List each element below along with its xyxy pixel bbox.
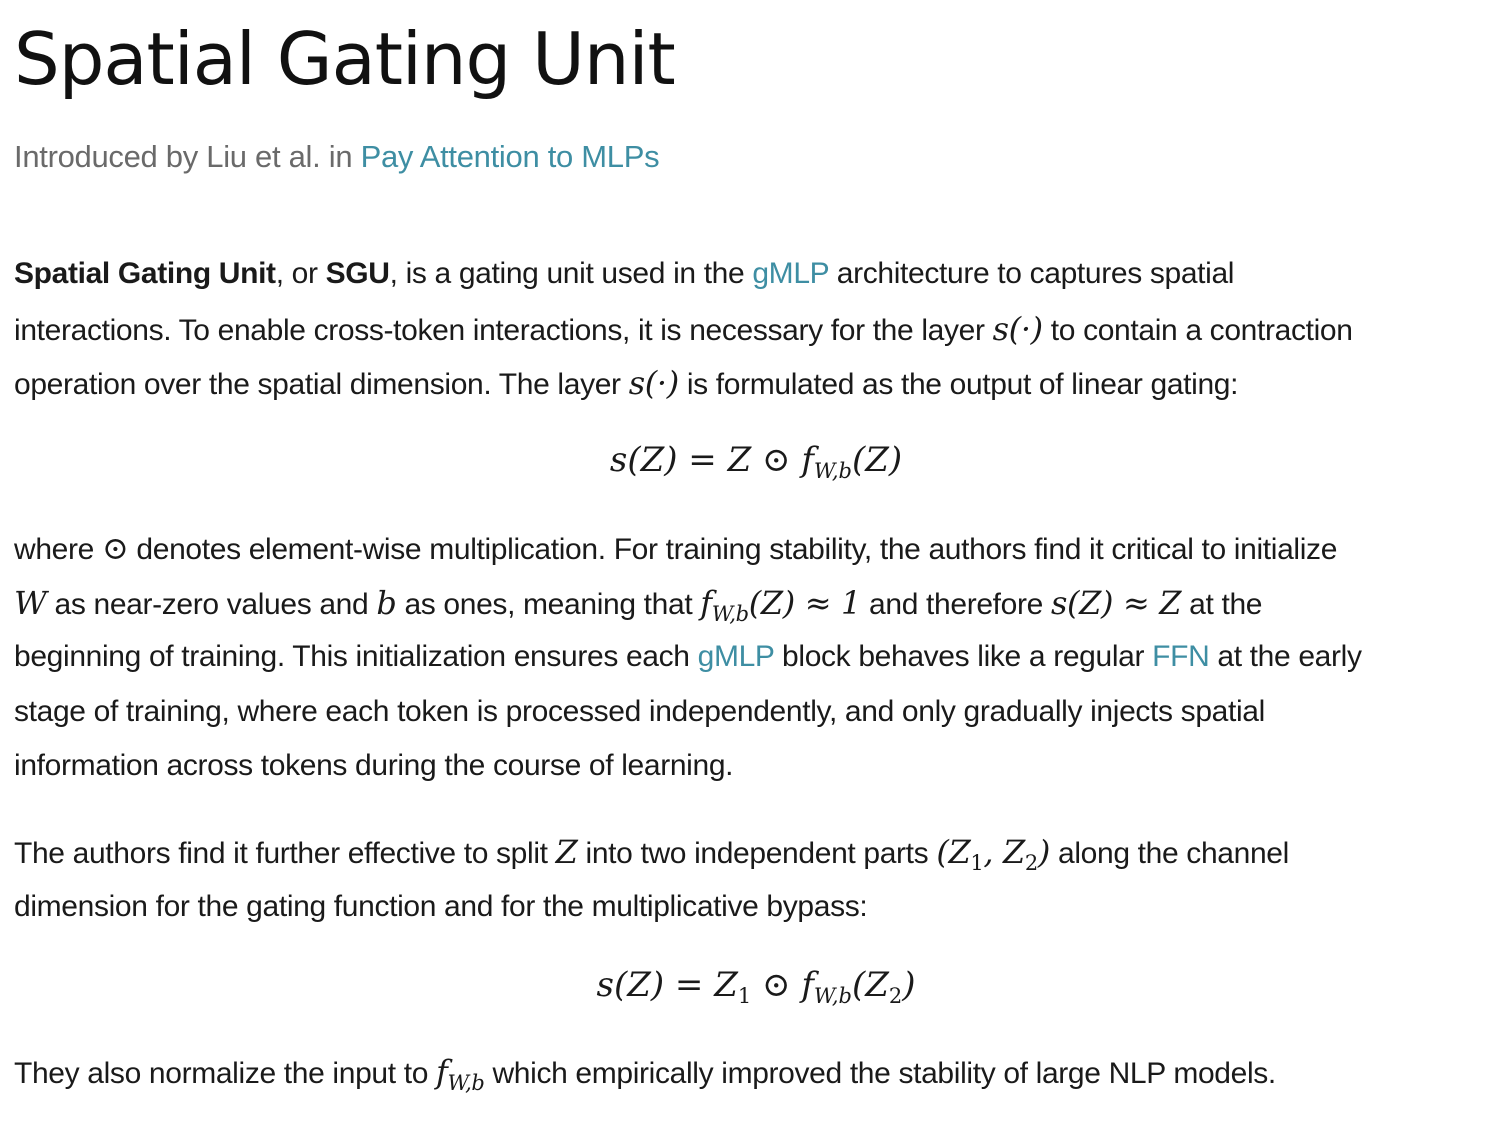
ffn-link[interactable]: FFN <box>1152 640 1210 673</box>
paper-link[interactable]: Pay Attention to MLPs <box>360 139 660 174</box>
paragraph-2: where ⊙ denotes element-wise multiplication. For training stability, the authors find it critical to initialize W as near-zero values and b as ones, meaning that $f_{W,b}(Z) \approx 1$ and therefore s(Z) ≈ Z at the beginning of training. This initialization ensures each gMLP block behaves like a regular FFN at the early stage of training, where each token is processed independently, and only gradually injects spatial information across tokens during the course of learning. <box>14 529 1362 782</box>
math-Z: Z <box>555 833 578 871</box>
math-odot: ⊙ <box>101 529 129 567</box>
paragraph-1: Spatial Gating Unit, or SGU, is a gating unit used in the gMLP architecture to captures spatial interactions. To enable cross-token interactions, it is necessary for the layer s(·) to contain a contraction operation over the spatial dimension. The layer s(·) is formulated as the output of linear gating: <box>14 257 1353 402</box>
subtitle-prefix: Introduced by Liu et al. in <box>14 139 361 174</box>
equation-1: s(Z) = Z ⊙ $f_{W,b}(Z)$ <box>609 440 903 483</box>
paragraph-4: They also normalize the input to $f_{W,b}$ which empirically improved the stability of large NLP models. <box>14 1053 1276 1095</box>
page-title: Spatial Gating Unit <box>14 17 675 101</box>
gmlp-link[interactable]: gMLP <box>752 257 829 290</box>
math-W: W <box>14 583 47 622</box>
paragraph-3: The authors find it further effective to split Z into two independent parts ($Z_1$, $Z_2$) along the channel dimension for the gating function and for the multiplicative bypass: <box>14 833 1289 923</box>
term-sgu: SGU <box>325 257 390 290</box>
math-s-dot: s(·) <box>992 309 1043 348</box>
gmlp-link[interactable]: gMLP <box>697 640 775 673</box>
equation-2: $s(Z) = Z_1$ ⊙ $f_{W,b}(Z_2)$ <box>596 965 916 1008</box>
subtitle <box>14 139 659 175</box>
math-s-dot: s(·) <box>628 364 679 402</box>
math-b: b <box>376 583 397 622</box>
term-sgu-full: Spatial Gating Unit <box>14 257 276 290</box>
